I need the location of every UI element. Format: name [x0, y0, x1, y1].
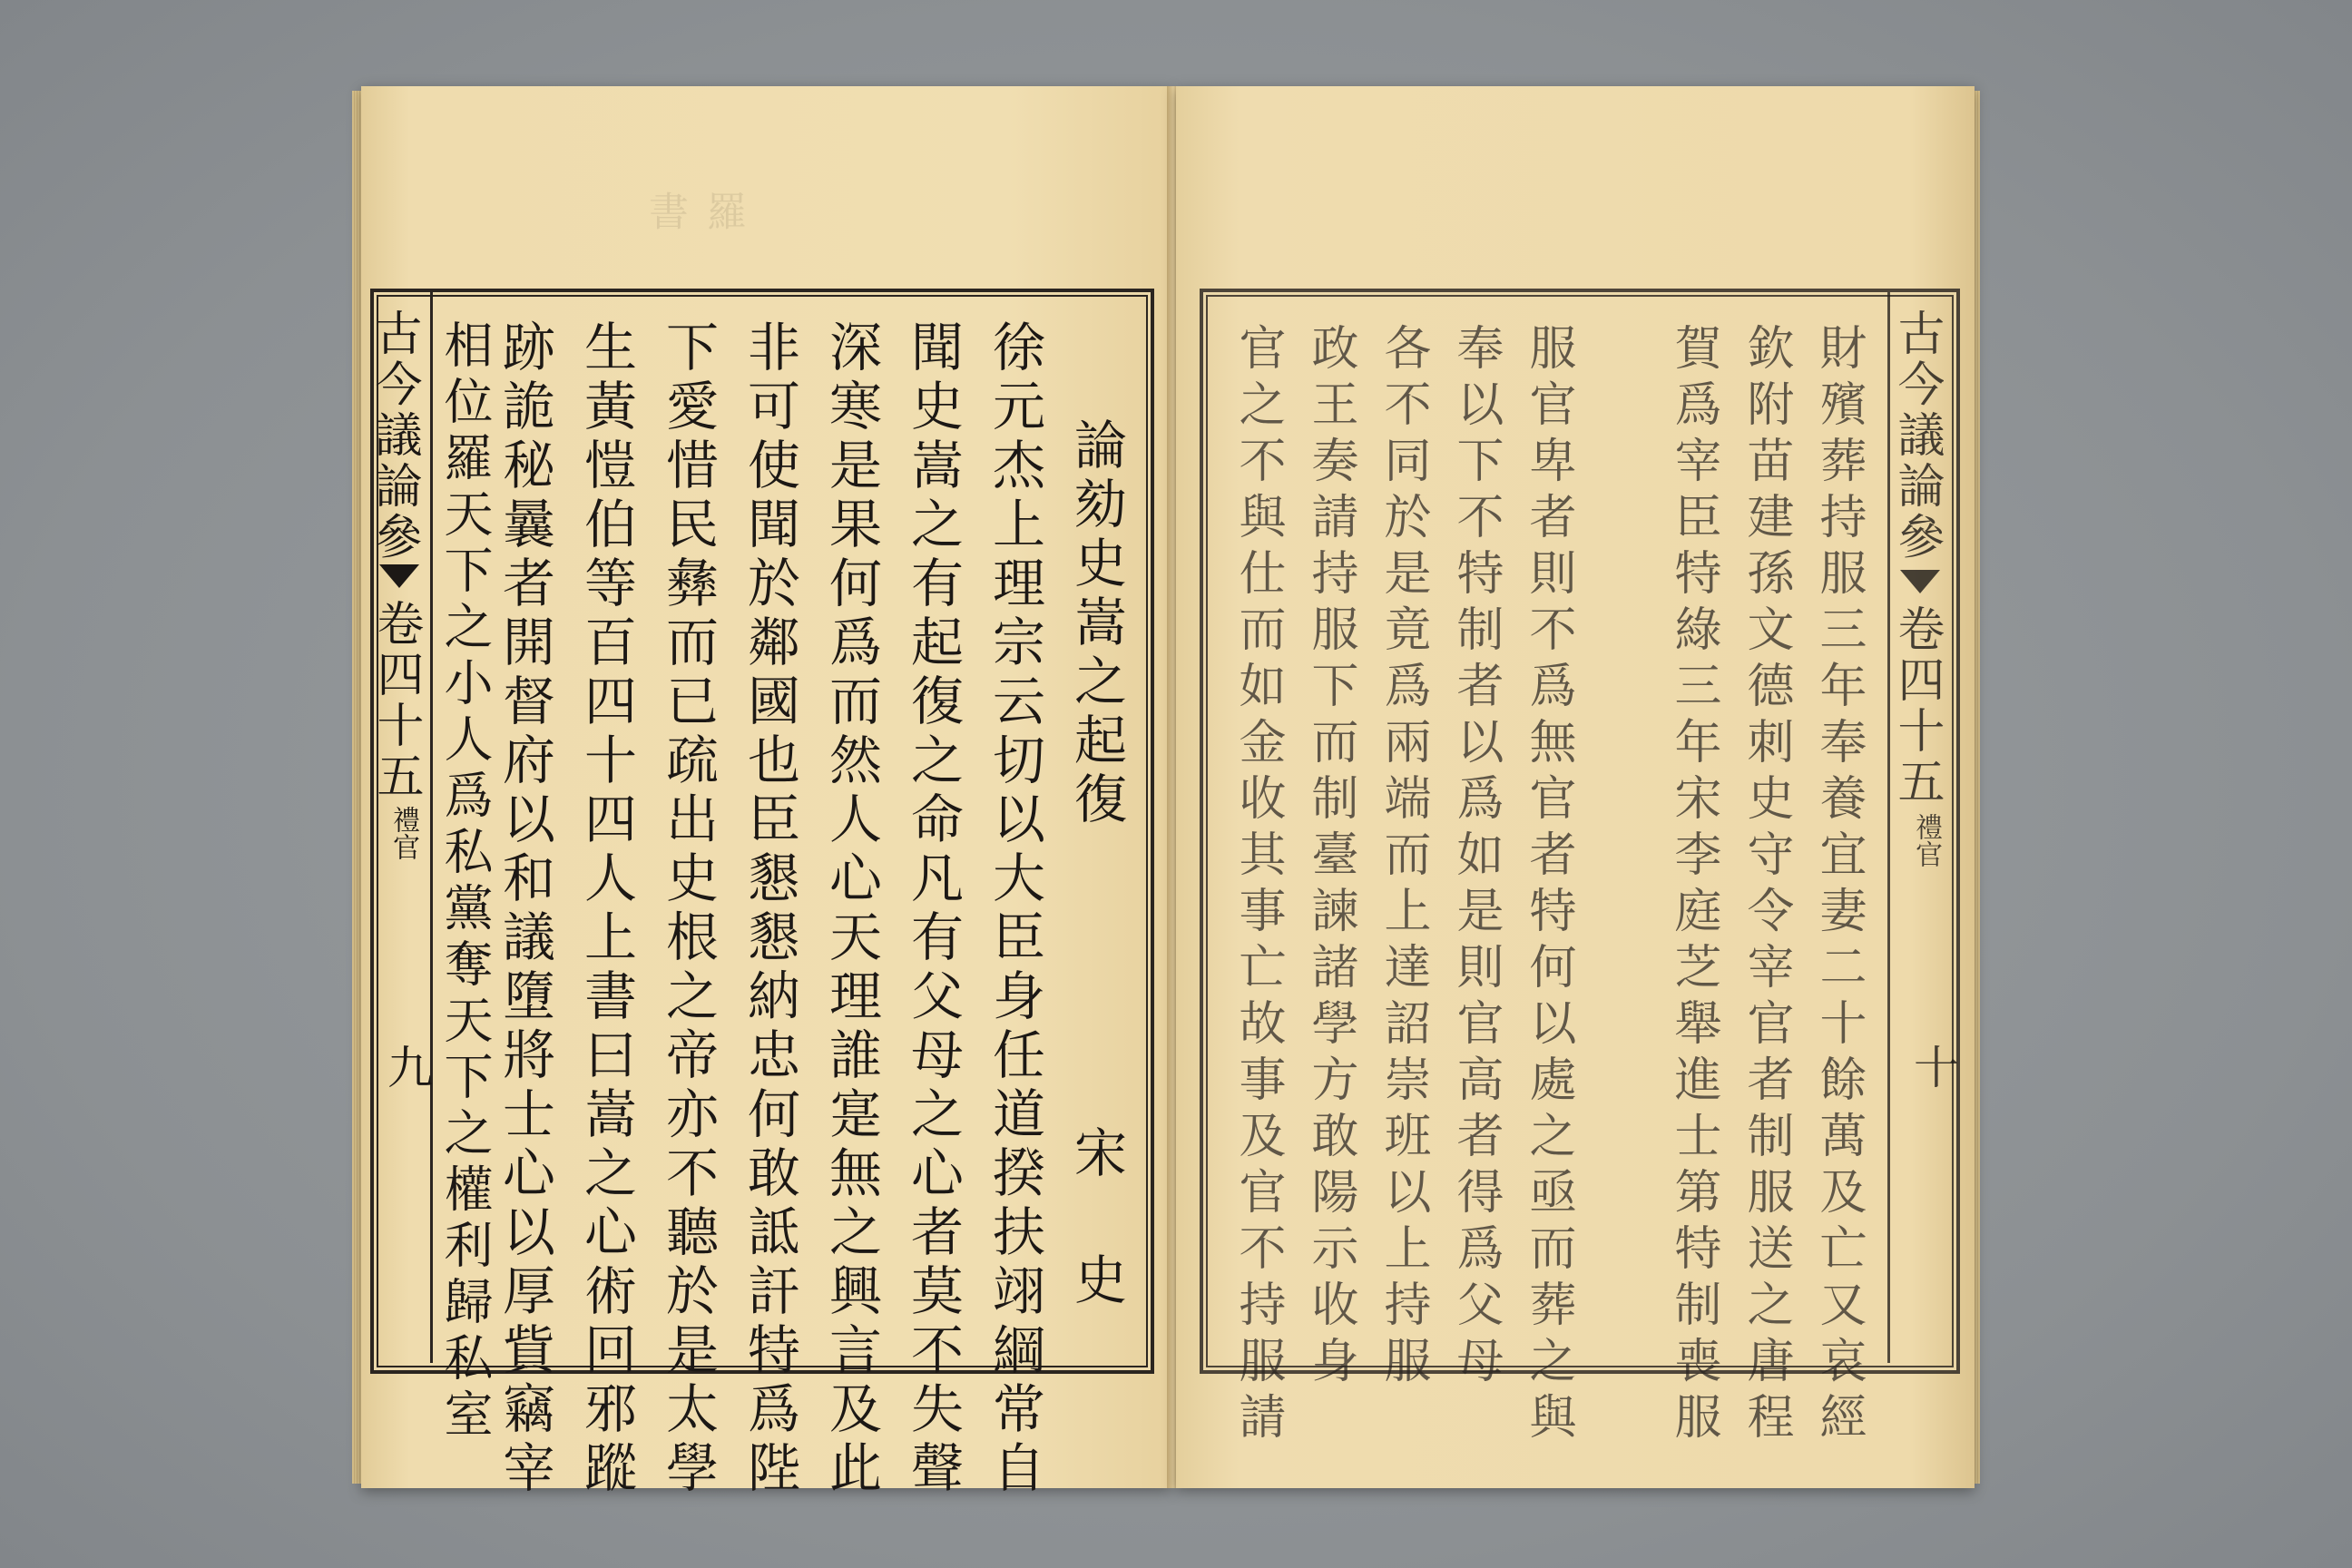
left-folio-number: 九: [380, 1044, 433, 1089]
show-through-marks: 羅 書: [642, 191, 746, 243]
left-banxin-rule: [430, 292, 433, 1363]
left-margin-section: 禮官: [387, 806, 419, 860]
right-text-column: 賀爲宰臣特綠三年宋李庭芝舉進士第特制喪服: [1666, 323, 1720, 1448]
left-text-column: 下愛惜民彝而已疏出史根之帝亦不聽於是太學: [657, 319, 719, 1499]
left-margin-volume: 卷四十五: [368, 599, 423, 802]
left-text-column: 論劾史嵩之起復 宋 史: [1065, 417, 1127, 1311]
right-text-column: 財殯葬持服三年奉養宜妻二十餘萬及亡又哀經: [1811, 323, 1866, 1448]
right-text-column: 奉以下不特制者以爲如是則官高者得爲父母: [1448, 323, 1503, 1392]
left-text-column: 非可使聞於鄰國也臣懇懇納忠何敢詆訐特爲陛: [739, 319, 800, 1499]
left-text-column: 跡詭秘曩者開督府以和議墮將士心以厚貲竊宰: [494, 319, 555, 1499]
right-text-column: 服官卑者則不爲無官者特何以處之亟而葬之與: [1521, 323, 1575, 1448]
right-margin-volume: 卷四十五: [1889, 604, 1944, 808]
right-text-column: 欽附苗建孫文德刺史守令宰官者制服送之唐程: [1739, 323, 1793, 1448]
left-text-column: 相位羅天下之小人爲私黨奪天下之權利歸私室: [436, 319, 494, 1445]
right-margin-section: 禮官: [1910, 813, 1942, 867]
left-margin-title: 古今議論參: [367, 309, 421, 563]
right-text-column: 政王奏請持服下而制臺諫諸學方敢陽示收身: [1303, 323, 1357, 1392]
left-fish-tail: [379, 564, 419, 588]
left-text-column: 聞史嵩之有起復之命凡有父母之心者莫不失聲: [902, 319, 964, 1499]
left-text-column: 深寒是果何爲而然人心天理誰寔無之興言及此: [820, 319, 882, 1499]
right-fish-tail: [1900, 570, 1940, 593]
right-text-column: 官之不與仕而如金收其事亡故事及官不持服請: [1230, 323, 1285, 1448]
right-folio-number: 十: [1906, 1044, 1959, 1089]
left-text-column: 生黃愷伯等百四十四人上書曰嵩之心術回邪蹤: [575, 319, 637, 1499]
left-text-column: 徐元杰上理宗云切以大臣身任道揆扶翊綱常自: [984, 319, 1045, 1499]
right-margin-title: 古今議論參: [1889, 309, 1944, 563]
right-text-column: 各不同於是竟爲兩端而上達詔崇班以上持服: [1376, 323, 1430, 1392]
